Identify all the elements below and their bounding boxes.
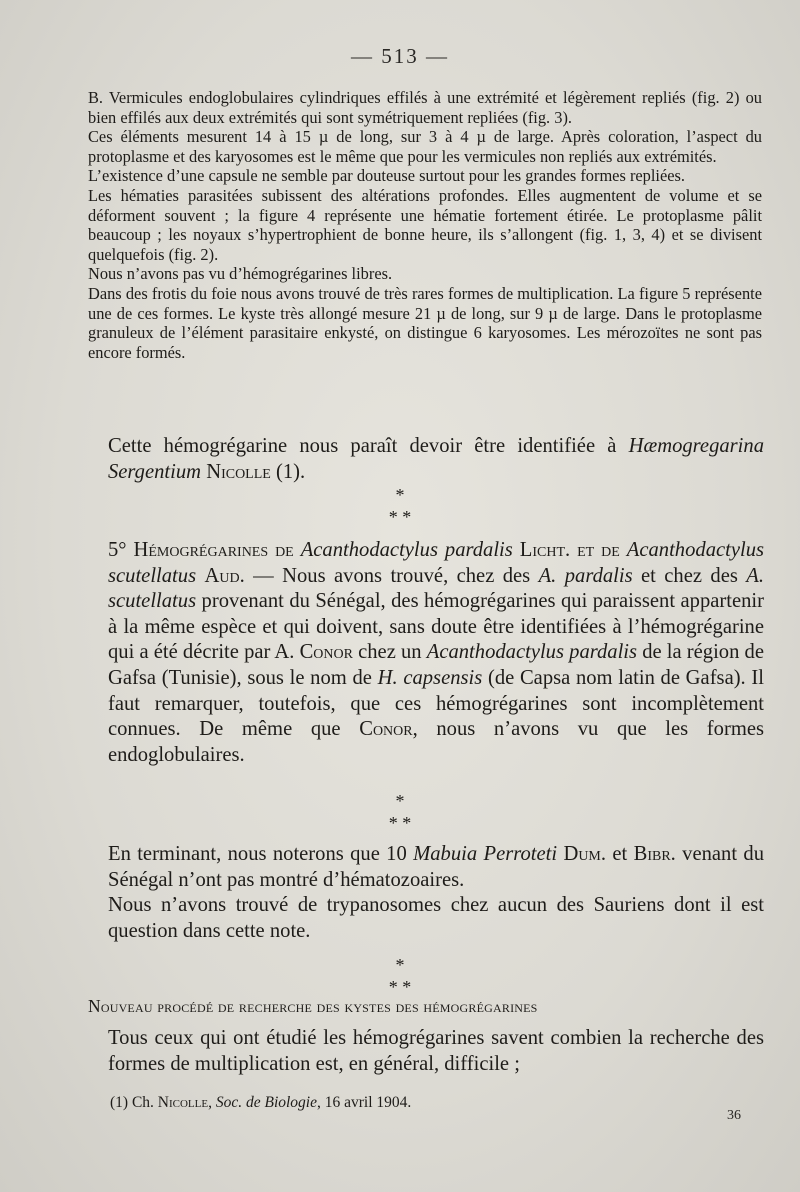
body-text: (de Capsa nom latin de Gafsa). Il faut remarquer, toutefois, que ces hémogrégarines sont incomplètement connues. De même que [108,666,764,741]
species-name: H. capsensis [377,666,483,689]
body-text: En terminant, nous noterons que 10 [108,843,414,865]
section-5-paragraph [88,538,764,768]
species-name: Hæmogregarina Sergentium [108,435,764,483]
identification-paragraph [108,434,764,485]
body-text: venant du Sénégal n’ont pas montré d’hématozoaires. [108,843,764,891]
section-separator [0,486,800,526]
body-text: — Nous avons trouvé, chez des [244,564,539,587]
author-name: Aud. [204,564,245,587]
body-text: provenant du Sénégal, des hémogrégarines qui paraissent appartenir à la même espèce et qui doivent, sans doute être identifiées à l’hémogrégarine qui a été décrite par A. [108,590,764,664]
paragraph: Nous n’avons pas vu d’hémogrégarines libres. [88,264,393,284]
author-name: Bibr. [633,843,676,865]
section-separator [0,792,800,832]
author-name: Nicolle [206,460,271,483]
section-number: 5° [108,539,134,561]
species-name: Acanthodactylus pardalis [300,539,513,561]
sheet-number: 36 [727,1108,741,1123]
closing-paragraphs [88,842,764,944]
footnote: (1) Ch. Nicolle, Soc. de Biologie, 16 avril 1904. [110,1094,412,1111]
separator-stars: * * [388,977,412,997]
paragraph: B. Vermicules endoglobulaires cylindriques effilés à une extrémité et légèrement repliés (fig. 2) ou bien effilés aux deux extrémités qui sont symétriquement repliées (fig. 3). [88,88,762,127]
author-name: Dum. [563,843,607,865]
species-name: A. pardalis [538,564,633,587]
section-b [88,88,762,362]
body-text: chez un [352,641,427,664]
footnote-date: , 16 avril 1904. [317,1094,412,1111]
paragraph: Ces éléments mesurent 14 à 15 µ de long, sur 3 à 4 µ de large. Après coloration, l’aspect du protoplasme et des karyosomes est le même que pour les vermicules non repliés aux extrémités. [88,127,762,166]
author-name: Conor [299,641,353,664]
body-text: et [606,843,634,865]
species-name: Mabuia Perroteti [413,843,558,865]
closing-paragraph [88,842,764,893]
footnote-number: (1) Ch. [110,1094,158,1111]
conjunction: et de [577,539,620,561]
paragraph: Les hématies parasitées subissent des altérations profondes. Elles augmentent de volume et se déforment souvent ; la figure 4 représente une hématie fortement étirée. Le protoplasme pâlit beaucoup ; les noyaux s’hypertrophient de bonne heure, ils s’allongent (fig. 1, 3, 4) et se divisent quelquefois (fig. 2). [88,185,762,264]
species-name: A. scutellatus [108,564,764,613]
separator-star: * [395,955,405,975]
new-section-paragraph [88,1026,764,1077]
page-number: — 513 — [351,44,449,68]
author-name: Licht. [519,539,571,561]
species-name: Acanthodactylus scutellatus [108,539,765,587]
paragraph: Tous ceux qui ont étudié les hémogrégarines savent combien la recherche des formes de multiplication est, en général, difficile ; [108,1027,764,1075]
author-name: Conor [359,718,413,741]
body-text: de la région de Gafsa (Tunisie), sous le nom de [108,641,764,689]
separator-stars: * * [388,813,412,833]
journal-name: Soc. de Biologie [215,1094,317,1111]
separator-star: * [395,791,405,811]
closing-paragraph: Nous n’avons trouvé de trypanosomes chez aucun des Sauriens dont il est question dans cette note. [108,894,764,942]
section-heading: Hémogrégarines de [133,539,294,561]
separator-stars: * * [388,507,412,527]
footnote-ref: (1). [270,460,306,483]
body-text: , nous n’avons vu que les formes endoglobulaires. [108,718,764,766]
section-separator [0,956,800,996]
body-text: et chez des [632,564,747,587]
author-name: Nicolle [157,1094,209,1111]
identification-text: Cette hémogrégarine nous paraît devoir être identifiée à [108,435,629,457]
paragraph: Dans des frotis du foie nous avons trouvé de très rares formes de multiplication. La figure 5 représente une de ces formes. Le kyste très allongé mesure 21 µ de long, sur 9 µ de large. Dans le protoplasme granuleux de l’élément parasitaire enkysté, on distingue 6 karyosomes. Les mérozoïtes ne sont pas encore formés. [88,283,762,362]
section-title: Nouveau procédé de recherche des kystes des hémogrégarines [88,996,538,1016]
section-5 [88,538,764,768]
paragraph: L’existence d’une capsule ne semble par douteuse surtout pour les grandes formes repliées. [88,166,686,186]
species-name: Acanthodactylus pardalis [426,641,638,664]
separator-star: * [395,485,405,505]
